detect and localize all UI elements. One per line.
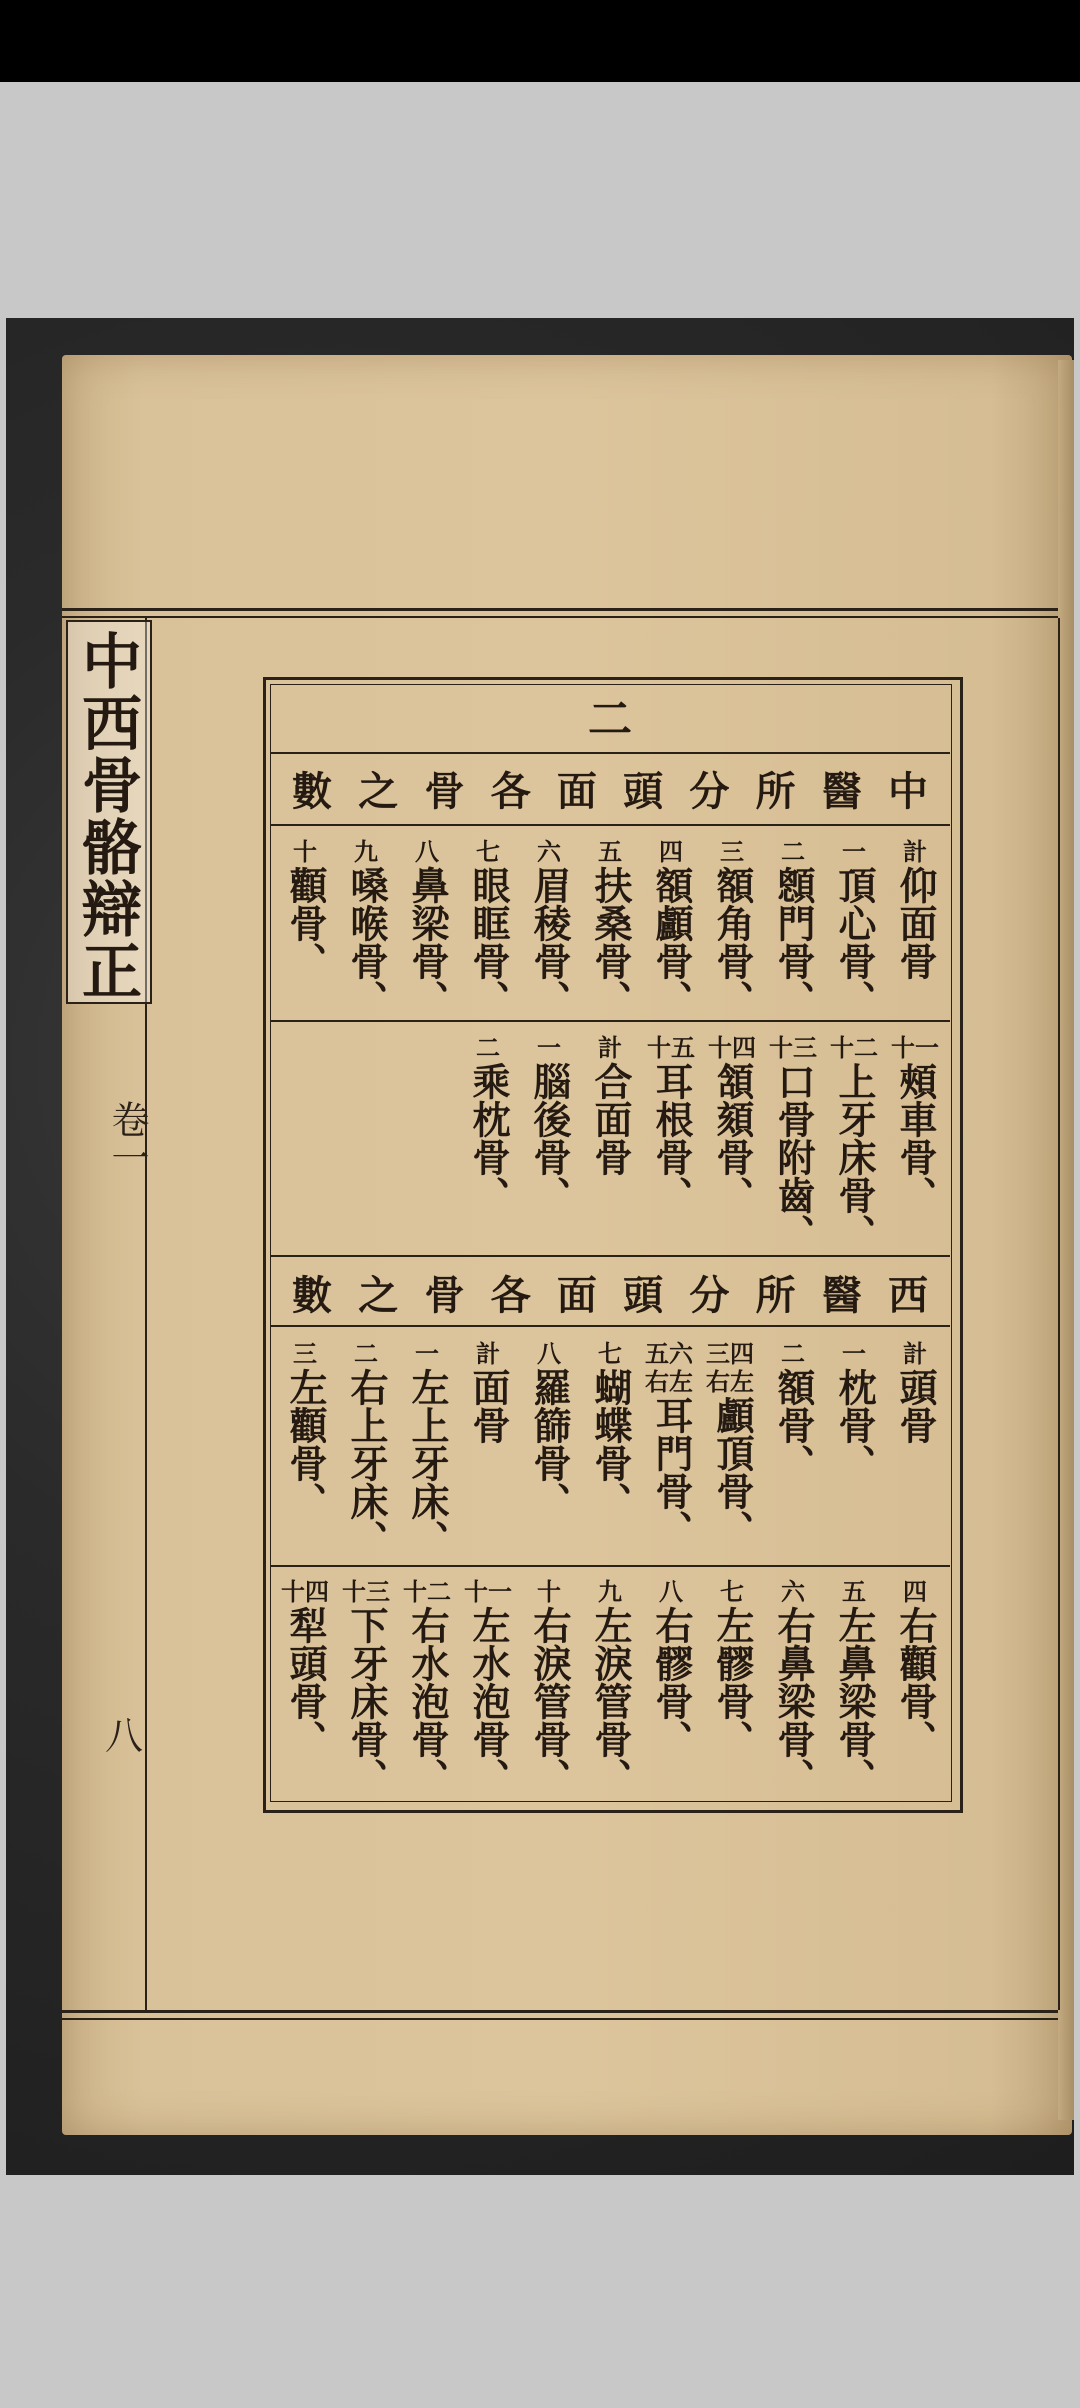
top-rule bbox=[62, 608, 1058, 611]
divider bbox=[270, 1255, 950, 1257]
title-char: 頭 bbox=[623, 1271, 664, 1319]
entry-number: 七 bbox=[476, 837, 500, 866]
title-char: 各 bbox=[490, 767, 531, 815]
entry-number: 一 bbox=[537, 1033, 561, 1062]
entry-number: 三四右左 bbox=[706, 1339, 754, 1396]
entry-number: 十 bbox=[293, 837, 317, 866]
entry-text: 左水泡骨、 bbox=[466, 1606, 511, 1796]
entry-column bbox=[401, 1340, 453, 1558]
entry-text: 左顴骨、 bbox=[283, 1368, 328, 1520]
book-title: 中西骨骼辯正 bbox=[72, 630, 142, 1002]
entry-text: 眉稜骨、 bbox=[527, 866, 572, 1018]
title-char: 骨 bbox=[424, 767, 465, 815]
entry-number: 九 bbox=[598, 1577, 622, 1606]
entry-number: 五 bbox=[842, 1577, 866, 1606]
title-char: 中 bbox=[887, 767, 928, 815]
entry-text: 左上牙床、 bbox=[405, 1368, 450, 1558]
entry-number: 五六右左 bbox=[645, 1339, 693, 1396]
entry-number: 二 bbox=[354, 1339, 378, 1368]
entry-number: 七 bbox=[598, 1339, 622, 1368]
entry-number: 八 bbox=[415, 837, 439, 866]
divider bbox=[270, 1565, 950, 1567]
entry-column bbox=[889, 838, 941, 980]
entry-text: 左鼻梁骨、 bbox=[832, 1606, 877, 1796]
entry-column bbox=[828, 1578, 880, 1796]
entry-number: 十一 bbox=[464, 1577, 512, 1606]
title-char: 數 bbox=[292, 767, 332, 815]
title-char: 面 bbox=[556, 1271, 597, 1319]
entry-number: 十五 bbox=[647, 1033, 695, 1062]
entry-column bbox=[645, 1340, 697, 1548]
entry-number: 一 bbox=[415, 1339, 439, 1368]
entry-text: 蝴蝶骨、 bbox=[588, 1368, 633, 1520]
entry-column bbox=[462, 1578, 514, 1796]
entry-column bbox=[706, 1034, 758, 1214]
entry-text: 口骨附齒、 bbox=[771, 1062, 816, 1252]
entry-number: 計 bbox=[903, 837, 927, 866]
entry-column bbox=[401, 1578, 453, 1796]
entry-number: 十四 bbox=[708, 1033, 756, 1062]
entry-number: 五 bbox=[598, 837, 622, 866]
entry-text: 合面骨 bbox=[588, 1062, 633, 1176]
divider bbox=[270, 824, 950, 826]
entry-text: 顱頂骨、 bbox=[710, 1396, 755, 1548]
entry-column bbox=[584, 838, 636, 1018]
chinese-section-title bbox=[270, 758, 950, 818]
title-char: 頭 bbox=[623, 767, 664, 815]
entry-number: 四 bbox=[659, 837, 683, 866]
entry-number: 八 bbox=[659, 1577, 683, 1606]
entry-text: 頂心骨、 bbox=[832, 866, 877, 1018]
entry-text: 顴骨、 bbox=[283, 866, 328, 980]
divider bbox=[270, 1020, 950, 1022]
bottom-rule bbox=[62, 2010, 1058, 2013]
western-section-title bbox=[270, 1262, 950, 1322]
entry-text: 左淚管骨、 bbox=[588, 1606, 633, 1796]
entry-column bbox=[523, 838, 575, 1018]
entry-column bbox=[584, 1034, 636, 1176]
divider bbox=[270, 752, 950, 754]
entry-text: 額顱骨、 bbox=[649, 866, 694, 1018]
entry-column bbox=[889, 1034, 941, 1214]
table-heading: 二 bbox=[588, 694, 632, 745]
entry-column bbox=[462, 1034, 514, 1214]
entry-column bbox=[340, 1340, 392, 1558]
entry-column bbox=[584, 1578, 636, 1796]
entry-number: 七 bbox=[720, 1577, 744, 1606]
entry-column bbox=[340, 1578, 392, 1796]
entry-column bbox=[767, 1034, 819, 1252]
entry-text: 頭骨 bbox=[893, 1368, 938, 1444]
entry-number: 十三 bbox=[769, 1033, 817, 1062]
entry-number: 十三 bbox=[342, 1577, 390, 1606]
entry-column bbox=[828, 1034, 880, 1252]
entry-number: 二 bbox=[476, 1033, 500, 1062]
entry-text: 耳門骨、 bbox=[649, 1396, 694, 1548]
title-char: 醫 bbox=[821, 1271, 862, 1319]
entry-column bbox=[706, 1340, 758, 1548]
entry-text: 顖門骨、 bbox=[771, 866, 816, 1018]
title-char: 分 bbox=[689, 1271, 730, 1319]
entry-number: 計 bbox=[598, 1033, 622, 1062]
entry-text: 眼眶骨、 bbox=[466, 866, 511, 1018]
entry-number: 一 bbox=[842, 1339, 866, 1368]
entry-text: 羅篩骨、 bbox=[527, 1368, 572, 1520]
entry-column bbox=[767, 1578, 819, 1796]
entry-text: 耳根骨、 bbox=[649, 1062, 694, 1214]
title-char: 之 bbox=[358, 767, 399, 815]
entry-number: 六 bbox=[537, 837, 561, 866]
entry-number: 一 bbox=[842, 837, 866, 866]
entry-number: 四 bbox=[903, 1577, 927, 1606]
right-rule bbox=[1058, 618, 1060, 2010]
title-char: 之 bbox=[358, 1271, 399, 1319]
entry-number: 六 bbox=[781, 1577, 805, 1606]
title-char: 分 bbox=[689, 767, 730, 815]
entry-text: 扶桑骨、 bbox=[588, 866, 633, 1018]
title-char: 醫 bbox=[821, 767, 862, 815]
volume-label: 卷一 bbox=[105, 1100, 149, 1176]
entry-text: 右淚管骨、 bbox=[527, 1606, 572, 1796]
entry-column bbox=[645, 1034, 697, 1214]
entry-text: 下牙床骨、 bbox=[344, 1606, 389, 1796]
entry-text: 右上牙床、 bbox=[344, 1368, 389, 1558]
entry-text: 上牙床骨、 bbox=[832, 1062, 877, 1252]
title-char: 所 bbox=[755, 1271, 796, 1319]
entry-column bbox=[523, 1340, 575, 1520]
top-rule-inner bbox=[62, 616, 1058, 618]
entry-number: 十四 bbox=[281, 1577, 329, 1606]
entry-column bbox=[828, 838, 880, 1018]
entry-text: 右髎骨、 bbox=[649, 1606, 694, 1758]
entry-text: 乘枕骨、 bbox=[466, 1062, 511, 1214]
top-black-bar bbox=[0, 0, 1080, 82]
entry-text: 枕骨、 bbox=[832, 1368, 877, 1482]
title-char: 數 bbox=[292, 1271, 332, 1319]
entry-text: 額角骨、 bbox=[710, 866, 755, 1018]
entry-column bbox=[706, 1578, 758, 1758]
entry-number: 三 bbox=[720, 837, 744, 866]
entry-text: 額骨、 bbox=[771, 1368, 816, 1482]
title-char: 面 bbox=[556, 767, 597, 815]
entry-text: 右顴骨、 bbox=[893, 1606, 938, 1758]
entry-text: 仰面骨 bbox=[893, 866, 938, 980]
entry-text: 腦後骨、 bbox=[527, 1062, 572, 1214]
entry-column bbox=[767, 838, 819, 1018]
entry-column bbox=[462, 1340, 514, 1444]
entry-column bbox=[401, 838, 453, 1018]
page-edge bbox=[1058, 360, 1074, 2120]
entry-text: 右水泡骨、 bbox=[405, 1606, 450, 1796]
entry-number: 二 bbox=[781, 1339, 805, 1368]
entry-column bbox=[584, 1340, 636, 1520]
entry-column bbox=[279, 1578, 331, 1758]
title-char: 所 bbox=[755, 767, 796, 815]
entry-number: 十二 bbox=[830, 1033, 878, 1062]
entry-column bbox=[645, 838, 697, 1018]
title-char: 西 bbox=[887, 1271, 928, 1319]
entry-column bbox=[279, 838, 331, 980]
entry-number: 八 bbox=[537, 1339, 561, 1368]
entry-column bbox=[340, 838, 392, 1018]
entry-column bbox=[889, 1578, 941, 1758]
entry-text: 右鼻梁骨、 bbox=[771, 1606, 816, 1796]
entry-text: 頷頦骨、 bbox=[710, 1062, 755, 1214]
entry-column bbox=[889, 1340, 941, 1444]
entry-column bbox=[828, 1340, 880, 1482]
entry-column bbox=[279, 1340, 331, 1520]
title-char: 骨 bbox=[424, 1271, 465, 1319]
entry-number: 十 bbox=[537, 1577, 561, 1606]
entry-number: 三 bbox=[293, 1339, 317, 1368]
entry-text: 嗓喉骨、 bbox=[344, 866, 389, 1018]
entry-text: 鼻梁骨、 bbox=[405, 866, 450, 1018]
entry-number: 十一 bbox=[891, 1033, 939, 1062]
entry-number: 計 bbox=[903, 1339, 927, 1368]
entry-text: 頰車骨、 bbox=[893, 1062, 938, 1214]
entry-column bbox=[523, 1578, 575, 1796]
entry-number: 二 bbox=[781, 837, 805, 866]
entry-number: 十二 bbox=[403, 1577, 451, 1606]
entry-number: 九 bbox=[354, 837, 378, 866]
entry-text: 左髎骨、 bbox=[710, 1606, 755, 1758]
bottom-gray-area bbox=[0, 2175, 1080, 2408]
entry-column bbox=[462, 838, 514, 1018]
entry-text: 犁頭骨、 bbox=[283, 1606, 328, 1758]
entry-column bbox=[706, 838, 758, 1018]
divider bbox=[270, 1325, 950, 1327]
entry-column bbox=[767, 1340, 819, 1482]
entry-column bbox=[523, 1034, 575, 1214]
title-char: 各 bbox=[490, 1271, 531, 1319]
entry-text: 面骨 bbox=[466, 1368, 511, 1444]
entry-column bbox=[645, 1578, 697, 1758]
folio-number: 八 bbox=[105, 1714, 144, 1758]
entry-number: 計 bbox=[476, 1339, 500, 1368]
bottom-rule-inner bbox=[62, 2018, 1058, 2020]
